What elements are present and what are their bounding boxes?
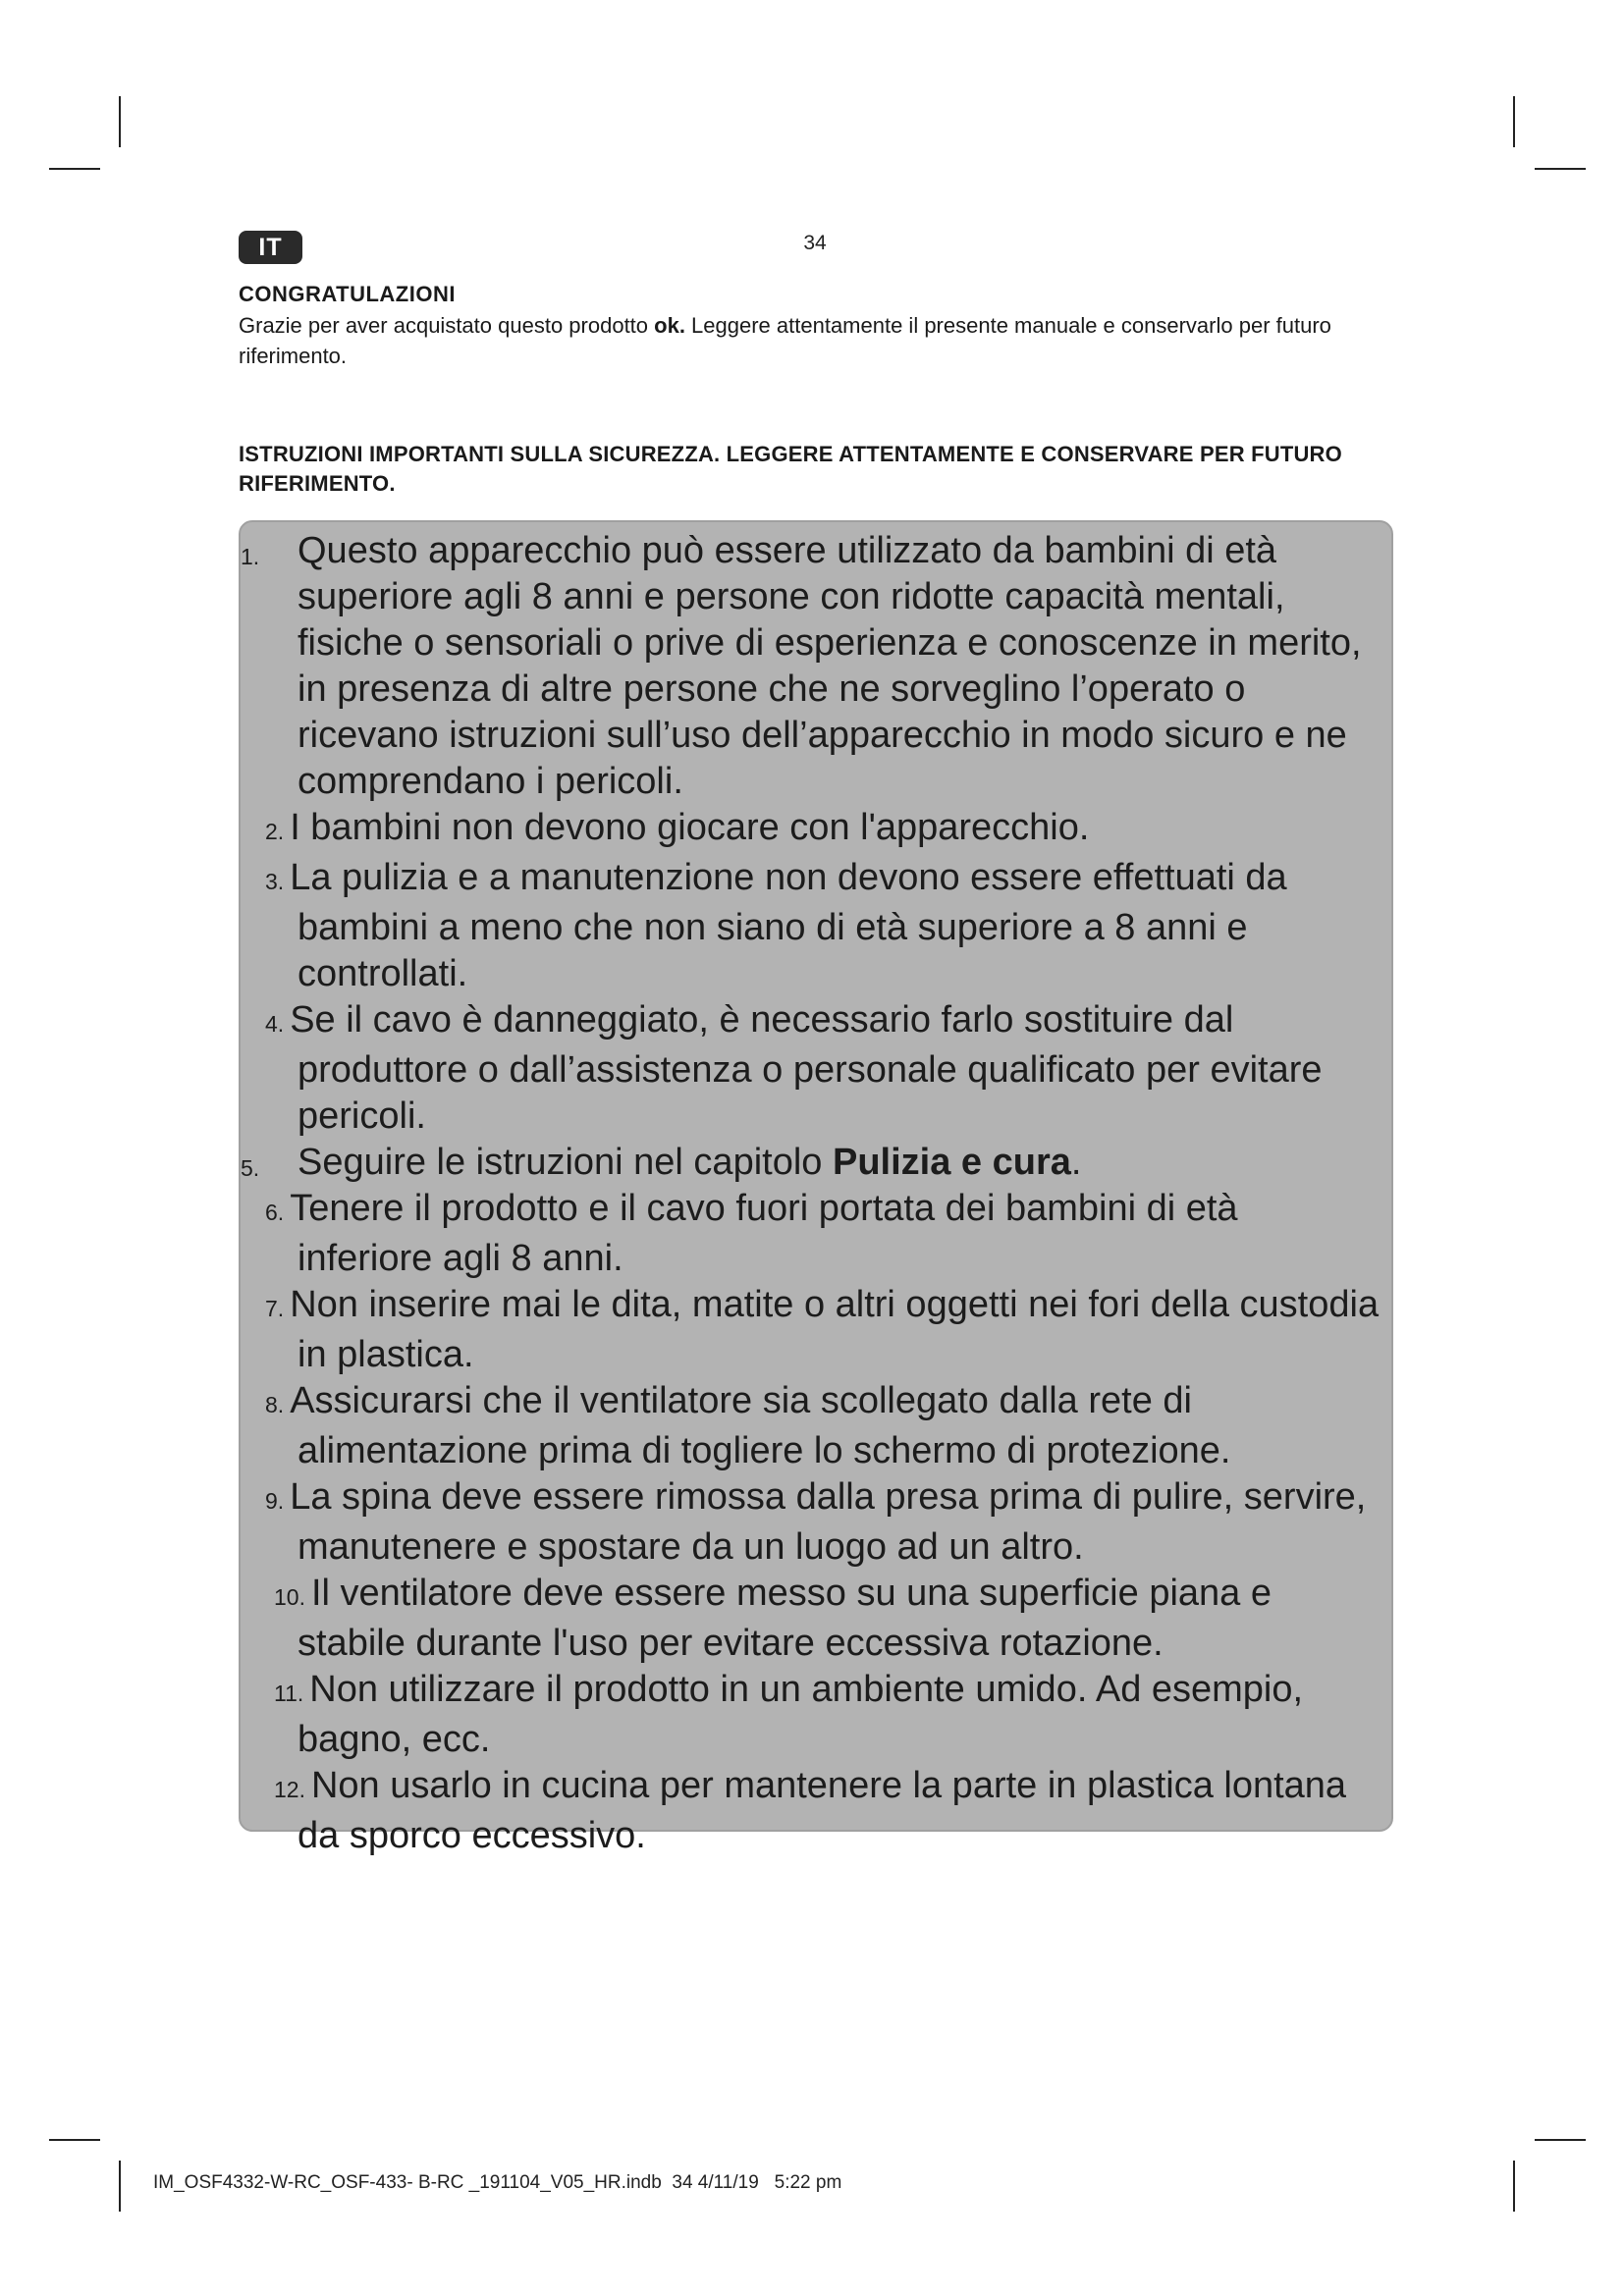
chapter-reference: Pulizia e cura	[832, 1142, 1071, 1183]
congrats-title: CONGRATULAZIONI	[239, 282, 456, 306]
brand-name: ok.	[654, 313, 685, 338]
crop-mark-top-left-v	[119, 96, 121, 147]
item-text-before: Seguire le istruzioni nel capitolo	[298, 1142, 833, 1183]
language-badge: IT	[239, 231, 302, 264]
safety-item	[241, 855, 1380, 997]
crop-mark-top-right-h	[1535, 168, 1586, 170]
footer-page: 34	[672, 2172, 693, 2193]
safety-item	[241, 997, 1380, 1140]
item-number: 8.	[265, 1392, 285, 1417]
item-text: La spina deve essere rimossa dalla presa prima di pulire, servire, manutenere e spostare da un luogo ad un altro.	[290, 1476, 1367, 1568]
item-number: 6.	[265, 1200, 285, 1225]
item-text: Non utilizzare il prodotto in un ambiente umido. Ad esempio, bagno, ecc.	[298, 1669, 1304, 1760]
crop-mark-bottom-right-v	[1513, 2161, 1515, 2212]
item-number: 7.	[265, 1296, 285, 1321]
safety-item	[241, 1474, 1380, 1571]
crop-mark-bottom-left-h	[49, 2139, 100, 2141]
item-number: 9.	[265, 1488, 285, 1514]
item-text: Se il cavo è danneggiato, è necessario farlo sostituire dal produttore o dall’assistenza o personale qualificato per evitare pericoli.	[290, 999, 1323, 1137]
crop-mark-top-left-h	[49, 168, 100, 170]
safety-item	[241, 1282, 1380, 1378]
footer-date: 4/11/19	[697, 2172, 759, 2193]
item-number: 5.	[241, 1155, 260, 1181]
footer-filename: IM_OSF4332-W-RC_OSF-433- B-RC _191104_V05_HR.indb	[153, 2172, 662, 2193]
print-footer	[153, 2172, 841, 2194]
item-number: 4.	[265, 1011, 285, 1037]
item-text: Tenere il prodotto e il cavo fuori portata dei bambini di età inferiore agli 8 anni.	[290, 1188, 1238, 1279]
crop-mark-bottom-left-v	[119, 2161, 121, 2212]
safety-item	[241, 1763, 1380, 1859]
item-number: 1.	[241, 544, 260, 569]
crop-mark-top-right-v	[1513, 96, 1515, 147]
safety-item	[241, 528, 1380, 805]
item-number: 11.	[274, 1681, 304, 1706]
item-text: La pulizia e a manutenzione non devono essere effettuati da bambini a meno che non siano di età superiore a 8 anni e controllati.	[290, 857, 1287, 994]
intro-text-before: Grazie per aver acquistato questo prodotto	[239, 313, 655, 338]
safety-item	[241, 1378, 1380, 1474]
intro-paragraph	[239, 310, 1397, 371]
safety-title: ISTRUZIONI IMPORTANTI SULLA SICUREZZA. LEGGERE ATTENTAMENTE E CONSERVARE PER FUTURO RIFERIMENTO.	[239, 442, 1342, 496]
safety-item	[241, 1667, 1380, 1763]
safety-item	[241, 1186, 1380, 1282]
item-text: Questo apparecchio può essere utilizzato da bambini di età superiore agli 8 anni e persone con ridotte capacità mentali, fisiche o sensoriali o prive di esperienza e conoscenze in merito, in presenza di altre persone che ne sorveglino l’operato o ricevano istruzioni sull’uso dell’apparecchio in modo sicuro e ne comprendano i pericoli.	[298, 530, 1362, 802]
safety-warnings-box	[239, 520, 1393, 1856]
footer-time: 5:22 pm	[774, 2172, 842, 2193]
item-text-after: .	[1070, 1142, 1082, 1183]
crop-mark-bottom-right-h	[1535, 2139, 1586, 2141]
item-number: 10.	[274, 1584, 305, 1610]
intro-text-after: Leggere attentamente il presente manuale e conservarlo per futuro riferimento.	[239, 313, 1331, 368]
item-number: 2.	[265, 819, 285, 844]
item-text: I bambini non devono giocare con l'apparecchio.	[290, 807, 1090, 848]
item-number: 3.	[265, 869, 285, 894]
safety-list	[241, 528, 1380, 1859]
item-text: Non inserire mai le dita, matite o altri oggetti nei fori della custodia in plastica.	[290, 1284, 1380, 1375]
page-number: 34	[803, 232, 827, 254]
item-text: Assicurarsi che il ventilatore sia scollegato dalla rete di alimentazione prima di togliere lo schermo di protezione.	[290, 1380, 1231, 1471]
item-text: Non usarlo in cucina per mantenere la parte in plastica lontana da sporco eccessivo.	[298, 1765, 1347, 1856]
item-number: 12.	[274, 1777, 305, 1802]
item-text: Il ventilatore deve essere messo su una superficie piana e stabile durante l'uso per evitare eccessiva rotazione.	[298, 1573, 1272, 1664]
safety-item	[241, 805, 1380, 855]
safety-item	[241, 1571, 1380, 1667]
safety-item	[241, 1140, 1380, 1186]
